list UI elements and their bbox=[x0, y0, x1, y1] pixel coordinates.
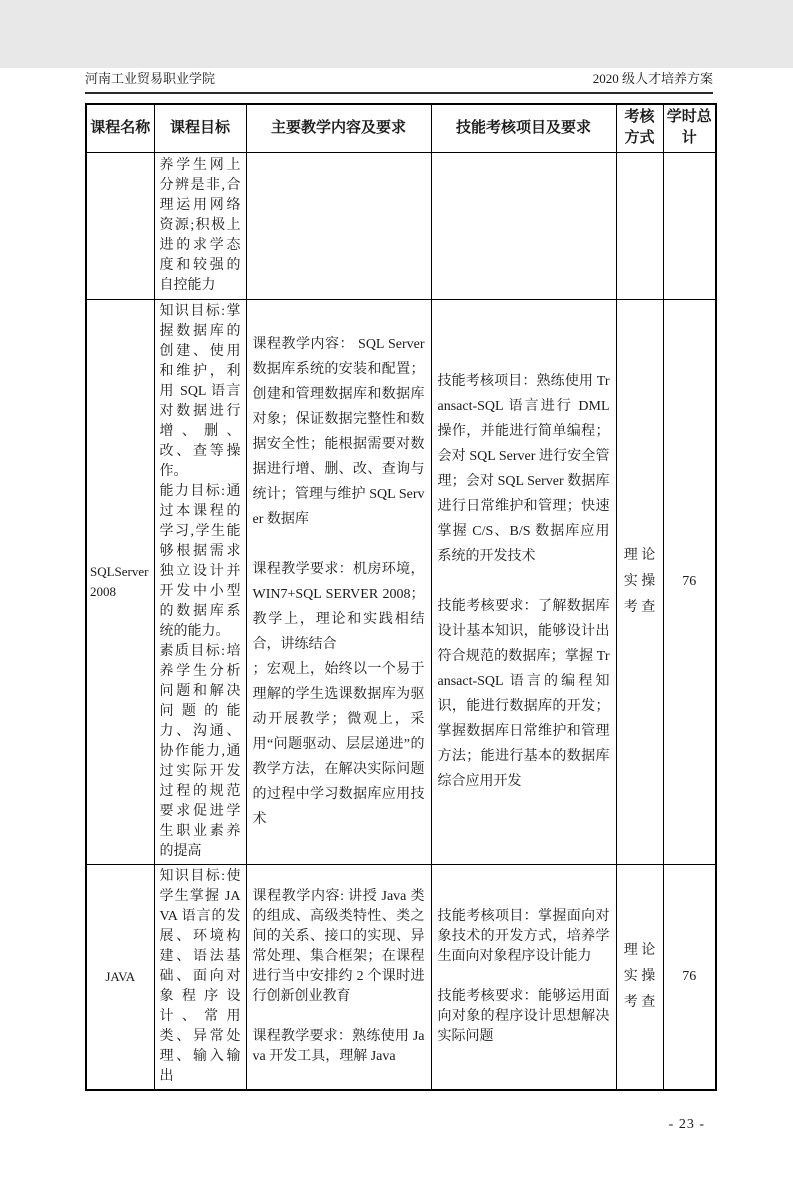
header-school-name: 河南工业贸易职业学院 bbox=[85, 71, 216, 86]
cell-course-objectives bbox=[154, 299, 246, 864]
method-line: 实 操 bbox=[623, 573, 656, 589]
col-header-course-name: 课程名称 bbox=[86, 104, 154, 152]
cell-total-hours: 76 bbox=[663, 864, 716, 1090]
assessment-paragraph: 技能考核要求：了解数据库设计基本知识，能够设计出符合规范的数据库；掌握 Transact-SQL 语言的编程知识，能进行数据库的开发；掌握数据库日常维护和管理方法；能进行基本的数据库综合应用开发 bbox=[437, 599, 610, 789]
table-row bbox=[86, 152, 716, 299]
cell-teaching-content bbox=[246, 864, 431, 1090]
course-table bbox=[85, 103, 717, 1091]
col-header-assessment-method: 考核方式 bbox=[616, 104, 663, 152]
objective-paragraph: 能力目标:通过本课程的学习,学生能够根据需求独立设计并开发中小型的数据库系统的能力。 bbox=[159, 483, 241, 639]
objective-paragraph: 养学生网上分辨是非,合理运用网络资源;积极上进的求学态度和较强的自控能力 bbox=[159, 157, 241, 293]
cell-skill-assessment bbox=[431, 864, 616, 1090]
content-paragraph: ；宏观上，始终以一个易于理解的学生选课数据库为驱动开展教学；微观上，采用“问题驱动、层层递进”的教学方法，在解决实际问题的过程中学习数据库应用技术 bbox=[252, 661, 425, 827]
cell-course-name: JAVA bbox=[86, 864, 154, 1090]
cell-assessment-method bbox=[616, 299, 663, 864]
content-paragraph: 课程教学要求：熟练使用 Java 开发工具，理解 Java bbox=[252, 1028, 425, 1064]
cell-total-hours: 76 bbox=[663, 299, 716, 864]
cell-course-objectives bbox=[154, 152, 246, 299]
cell-assessment-method bbox=[616, 152, 663, 299]
col-header-teaching-content: 主要教学内容及要求 bbox=[246, 104, 431, 152]
cell-skill-assessment bbox=[431, 152, 616, 299]
cell-course-objectives bbox=[154, 864, 246, 1090]
document-page bbox=[0, 68, 793, 1190]
cell-skill-assessment bbox=[431, 299, 616, 864]
objective-paragraph: 知识目标:掌握数据库的创建、使用和维护，利用 SQL 语言对数据进行增、删、改、查等操作。 bbox=[159, 303, 241, 479]
cell-course-name: SQLServer2008 bbox=[86, 299, 154, 864]
cell-assessment-method bbox=[616, 864, 663, 1090]
method-line: 理 论 bbox=[623, 942, 656, 958]
method-line: 考 查 bbox=[623, 599, 656, 615]
objective-paragraph: 素质目标:培养学生分析问题和解决问题的能力、沟通、协作能力,通过实际开发过程的规范要求促进学生职业素养的提高 bbox=[159, 643, 241, 859]
cell-total-hours bbox=[663, 152, 716, 299]
method-line: 理 论 bbox=[623, 547, 656, 563]
content-paragraph: 课程教学内容: 讲授 Java 类的组成、高级类特性、类之间的关系、接口的实现、异常处理、集合框架；在课程进行当中安排约 2 个课时进行创新创业教育 bbox=[252, 888, 425, 1004]
cell-teaching-content bbox=[246, 299, 431, 864]
objective-paragraph: 知识目标:使学生掌握 JAVA 语言的发展、环境构建、语法基础、面向对象程序设计、常用类、异常处理、输入输出 bbox=[159, 868, 241, 1084]
assessment-paragraph: 技能考核要求：能够运用面向对象的程序设计思想解决实际问题 bbox=[437, 988, 610, 1044]
content-paragraph: 课程教学要求：机房环境，WIN7+SQL SERVER 2008；教学上，理论和实践相结合，讲练结合 bbox=[252, 561, 425, 652]
assessment-paragraph: 技能考核项目：掌握面向对象技术的开发方式，培养学生面向对象程序设计能力 bbox=[437, 908, 610, 964]
cell-teaching-content bbox=[246, 152, 431, 299]
table-row bbox=[86, 864, 716, 1090]
col-header-course-objectives: 课程目标 bbox=[154, 104, 246, 152]
page-footer bbox=[85, 1117, 715, 1133]
col-header-total-hours: 学时总计 bbox=[663, 104, 716, 152]
cell-course-name bbox=[86, 152, 154, 299]
page-number: - 23 - bbox=[668, 1116, 705, 1132]
table-row bbox=[86, 299, 716, 864]
header-plan-title: 2020 级人才培养方案 bbox=[592, 71, 713, 86]
col-header-skill-assessment: 技能考核项目及要求 bbox=[431, 104, 616, 152]
method-line: 实 操 bbox=[623, 968, 656, 984]
method-line: 考 查 bbox=[623, 994, 656, 1010]
content-paragraph: 课程教学内容： SQL Server 数据库系统的安装和配置；创建和管理数据库和数据库对象；保证数据完整性和数据安全性；能根据需要对数据进行增、删、改、查询与统计；管理与维护 SQL Server 数据库 bbox=[252, 336, 425, 527]
table-header-row bbox=[86, 104, 716, 152]
assessment-paragraph: 技能考核项目：熟练使用 Transact-SQL 语言进行 DML 操作，并能进行简单编程；会对 SQL Server 进行安全管理；会对 SQL Server 数据库进行日常维护和管理；快速掌握 C/S、B/S 数据库应用系统的开发技术 bbox=[437, 374, 610, 564]
page-header bbox=[85, 68, 713, 94]
